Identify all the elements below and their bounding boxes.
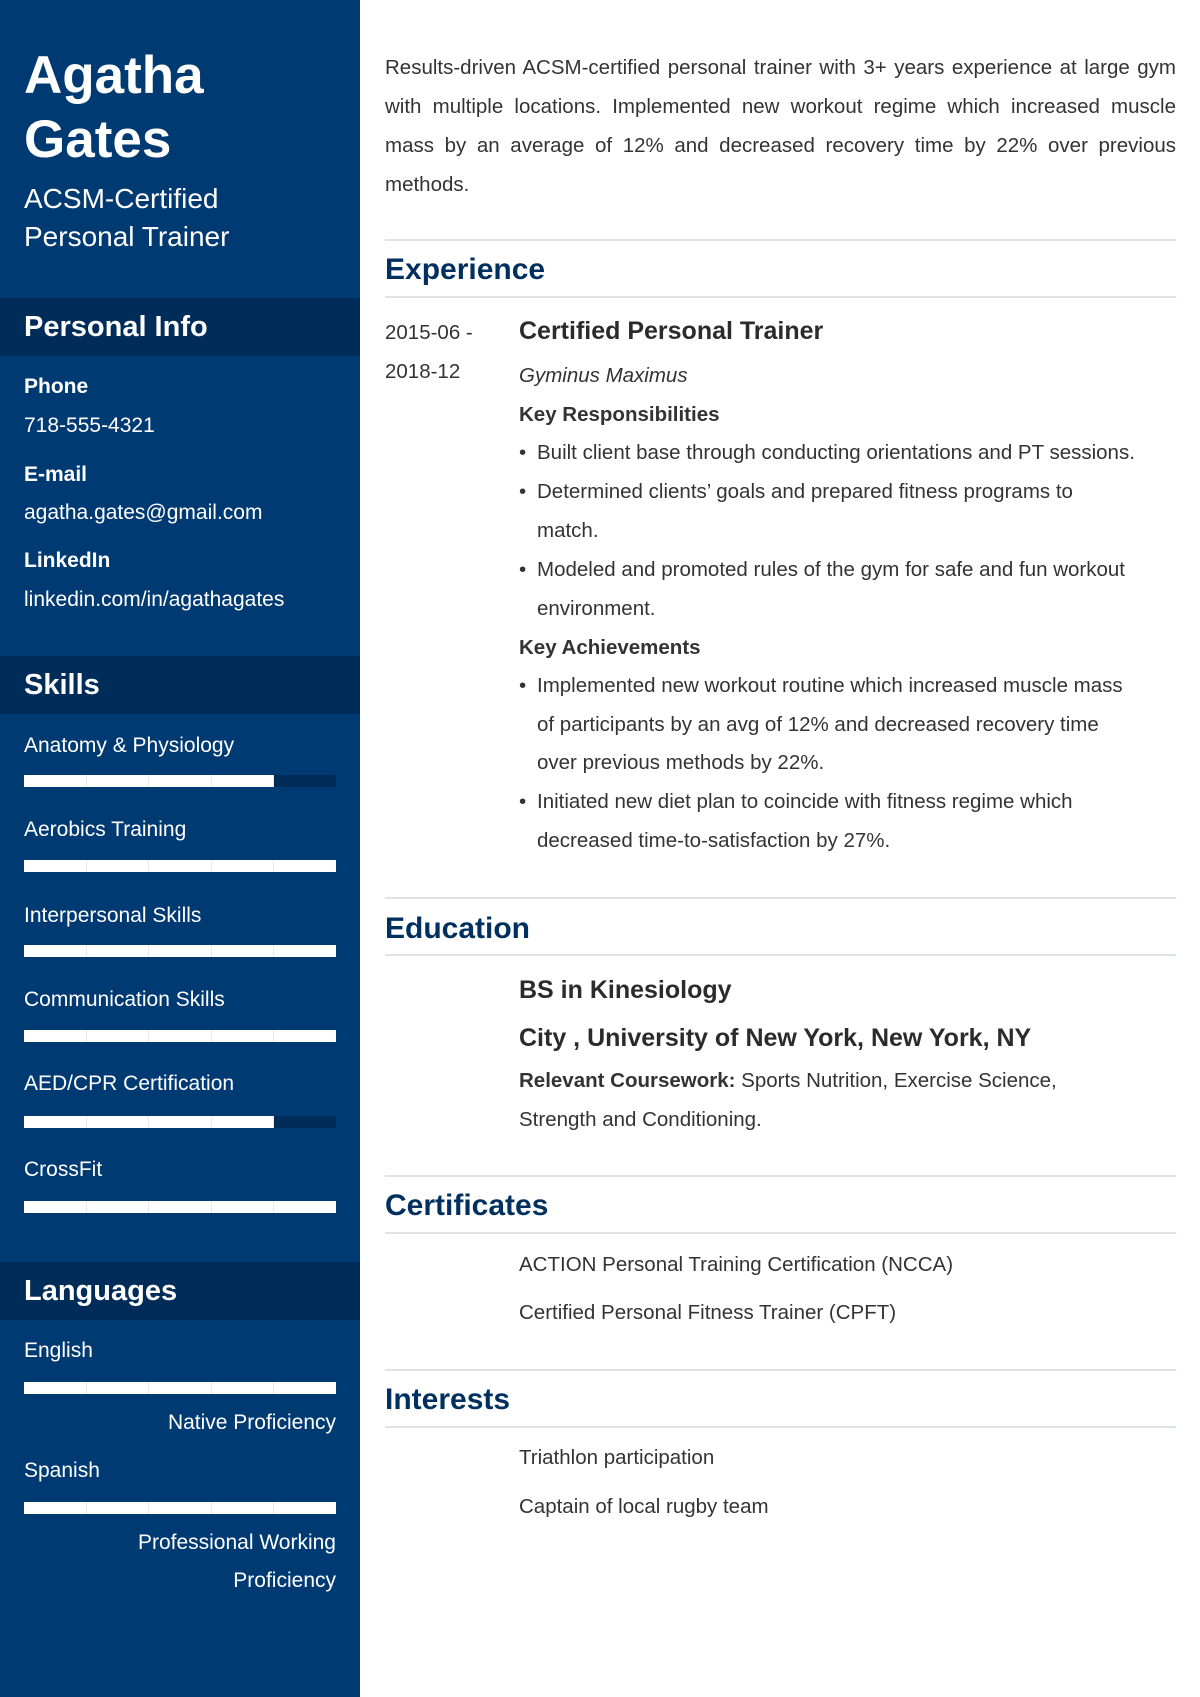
- job-date-start: 2015-06 -: [385, 321, 473, 344]
- skill-name: AED/CPR Certification: [24, 1072, 235, 1095]
- job-title-line2: Personal Trainer: [24, 221, 230, 252]
- personal-info-header: [0, 298, 360, 356]
- language-bar: [24, 1502, 336, 1514]
- linkedin-label: LinkedIn: [24, 549, 111, 572]
- language-proficiency: Professional Working: [137, 1531, 336, 1554]
- education-degree: BS in Kinesiology: [519, 976, 732, 1004]
- languages-header: [0, 1262, 360, 1320]
- sidebar: [0, 0, 360, 1697]
- education-heading: Education: [385, 912, 531, 945]
- divider: [385, 1232, 1176, 1234]
- divider: [385, 1426, 1176, 1428]
- bullet-icon: •: [519, 441, 527, 464]
- skill-bar: [24, 1201, 336, 1213]
- skill-bar: [24, 860, 336, 872]
- bullet-icon: •: [519, 558, 527, 581]
- responsibility-item-cont: environment.: [537, 597, 656, 620]
- interests-heading: Interests: [385, 1383, 511, 1416]
- interest-item: Triathlon participation: [519, 1446, 715, 1469]
- achievement-item: Initiated new diet plan to coincide with fitness regime which: [537, 790, 1073, 813]
- bullet-icon: •: [519, 674, 527, 697]
- bullet-icon: •: [519, 790, 527, 813]
- achievement-item-cont: of participants by an avg of 12% and decreased recovery time: [537, 713, 1099, 736]
- linkedin-value[interactable]: linkedin.com/in/agathagates: [24, 588, 285, 611]
- skill-bar: [24, 945, 336, 957]
- divider: [385, 296, 1176, 298]
- phone-label: Phone: [24, 375, 89, 398]
- responsibility-item: Built client base through conducting orientations and PT sessions.: [537, 441, 1135, 464]
- divider: [385, 897, 1176, 899]
- job-company: Gyminus Maximus: [519, 364, 688, 387]
- language-name: English: [24, 1339, 93, 1362]
- responsibility-item: Determined clients’ goals and prepared fitness programs to: [537, 480, 1073, 503]
- coursework-label: Relevant Coursework:: [519, 1069, 736, 1092]
- summary: Results-driven ACSM-certified personal trainer with 3+ years experience at large gym with multiple locations. Implemented new workout regime which increased muscle mass by an average of 12% and decreased recovery time by 22% over previous methods.: [385, 56, 1176, 196]
- languages-heading: Languages: [24, 1275, 178, 1307]
- email-label: E-mail: [24, 463, 88, 486]
- divider: [385, 239, 1176, 241]
- skill-name: Interpersonal Skills: [24, 904, 202, 927]
- responsibility-item: Modeled and promoted rules of the gym for safe and fun workout: [537, 558, 1126, 581]
- skill-name: Communication Skills: [24, 988, 225, 1011]
- certificates-heading: Certificates: [385, 1189, 549, 1222]
- skills-header: [0, 656, 360, 714]
- skill-name: Anatomy & Physiology: [24, 734, 235, 757]
- name-last: Gates: [24, 110, 172, 169]
- bullet-icon: •: [519, 480, 527, 503]
- responsibilities-heading: Key Responsibilities: [519, 403, 720, 426]
- interest-item: Captain of local rugby team: [519, 1495, 769, 1518]
- job-date-end: 2018-12: [385, 360, 461, 383]
- language-proficiency-cont: Proficiency: [233, 1569, 336, 1592]
- email-value[interactable]: agatha.gates@gmail.com: [24, 501, 263, 524]
- skills-heading: Skills: [24, 669, 100, 701]
- coursework-list: Sports Nutrition, Exercise Science,: [735, 1069, 1057, 1092]
- responsibility-item-cont: match.: [537, 519, 599, 542]
- skill-bar: [24, 775, 336, 787]
- divider: [385, 1175, 1176, 1177]
- certificate-item: ACTION Personal Training Certification (NCCA): [519, 1253, 954, 1276]
- phone-value[interactable]: 718-555-4321: [24, 414, 155, 437]
- education-coursework-cont: Strength and Conditioning.: [519, 1108, 762, 1131]
- language-name: Spanish: [24, 1459, 100, 1482]
- language-proficiency: Native Proficiency: [167, 1411, 336, 1434]
- achievement-item-cont: decreased time-to-satisfaction by 27%.: [537, 829, 891, 852]
- experience-heading: Experience: [385, 253, 546, 286]
- certificate-item: Certified Personal Fitness Trainer (CPFT): [519, 1301, 897, 1324]
- achievement-item-cont: over previous methods by 22%.: [537, 751, 825, 774]
- skill-bar: [24, 1116, 336, 1128]
- achievements-heading: Key Achievements: [519, 636, 701, 659]
- skill-bar: [24, 1030, 336, 1042]
- education-school: City , University of New York, New York, NY: [519, 1024, 1032, 1052]
- divider: [385, 1369, 1176, 1371]
- job-title-line1: ACSM-Certified: [24, 183, 219, 214]
- personal-info-heading: Personal Info: [24, 311, 208, 343]
- education-coursework: [519, 1066, 1057, 1096]
- name-first: Agatha: [24, 46, 204, 105]
- job-title: Certified Personal Trainer: [519, 317, 824, 345]
- achievement-item: Implemented new workout routine which increased muscle mass: [537, 674, 1123, 697]
- language-bar: [24, 1382, 336, 1394]
- skill-name: CrossFit: [24, 1158, 103, 1181]
- divider: [385, 954, 1176, 956]
- skill-name: Aerobics Training: [24, 818, 187, 841]
